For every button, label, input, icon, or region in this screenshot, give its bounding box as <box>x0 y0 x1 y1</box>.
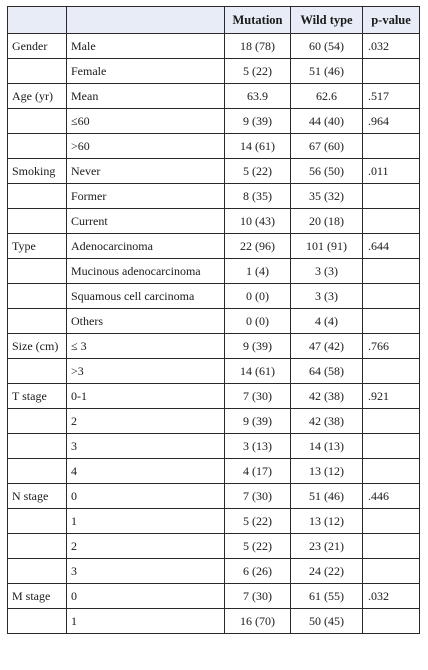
row-label <box>8 209 67 234</box>
row-category: ≤60 <box>67 109 225 134</box>
table-row <box>8 409 420 434</box>
row-label <box>8 59 67 84</box>
p-value-cell <box>363 284 420 309</box>
table-row <box>8 434 420 459</box>
row-category: 3 <box>67 559 225 584</box>
wild-type-cell: 42 (38) <box>291 384 363 409</box>
wild-type-cell: 60 (54) <box>291 34 363 59</box>
mutation-cell: 14 (61) <box>225 134 291 159</box>
wild-type-cell: 56 (50) <box>291 159 363 184</box>
mutation-cell: 9 (39) <box>225 109 291 134</box>
p-value-cell: .921 <box>363 384 420 409</box>
p-value-cell <box>363 609 420 634</box>
wild-type-cell: 14 (13) <box>291 434 363 459</box>
p-value-cell: .032 <box>363 584 420 609</box>
wild-type-cell: 50 (45) <box>291 609 363 634</box>
p-value-cell <box>363 134 420 159</box>
wild-type-cell: 62.6 <box>291 84 363 109</box>
row-label: Type <box>8 234 67 259</box>
wild-type-cell: 3 (3) <box>291 259 363 284</box>
row-label: Age (yr) <box>8 84 67 109</box>
table-row <box>8 309 420 334</box>
mutation-cell: 3 (13) <box>225 434 291 459</box>
mutation-cell: 7 (30) <box>225 584 291 609</box>
table-row <box>8 584 420 609</box>
table-container <box>7 6 420 634</box>
p-value-cell <box>363 359 420 384</box>
wild-type-cell: 35 (32) <box>291 184 363 209</box>
mutation-cell: 6 (26) <box>225 559 291 584</box>
row-category: 0 <box>67 484 225 509</box>
mutation-cell: 7 (30) <box>225 484 291 509</box>
p-value-cell: .032 <box>363 34 420 59</box>
row-category: 1 <box>67 509 225 534</box>
row-category: Adenocarcinoma <box>67 234 225 259</box>
row-label <box>8 534 67 559</box>
wild-type-cell: 51 (46) <box>291 59 363 84</box>
row-category: >3 <box>67 359 225 384</box>
row-label: Size (cm) <box>8 334 67 359</box>
p-value-cell: .964 <box>363 109 420 134</box>
row-category: Mean <box>67 84 225 109</box>
table-body <box>8 34 420 634</box>
row-label <box>8 609 67 634</box>
row-label <box>8 134 67 159</box>
mutation-cell: 1 (4) <box>225 259 291 284</box>
table-row <box>8 559 420 584</box>
row-category: 3 <box>67 434 225 459</box>
row-label: M stage <box>8 584 67 609</box>
row-label: T stage <box>8 384 67 409</box>
mutation-cell: 0 (0) <box>225 284 291 309</box>
row-category: 0 <box>67 584 225 609</box>
table-row <box>8 34 420 59</box>
p-value-cell <box>363 259 420 284</box>
mutation-cell: 10 (43) <box>225 209 291 234</box>
table-row <box>8 159 420 184</box>
mutation-cell: 16 (70) <box>225 609 291 634</box>
mutation-cell: 22 (96) <box>225 234 291 259</box>
wild-type-cell: 51 (46) <box>291 484 363 509</box>
row-label <box>8 359 67 384</box>
row-category: Current <box>67 209 225 234</box>
table-row <box>8 534 420 559</box>
mutation-cell: 4 (17) <box>225 459 291 484</box>
row-category: Mucinous adenocarcinoma <box>67 259 225 284</box>
p-value-cell: .446 <box>363 484 420 509</box>
wild-type-cell: 47 (42) <box>291 334 363 359</box>
header-mutation: Mutation <box>225 7 291 34</box>
table-row <box>8 609 420 634</box>
row-category: ≤ 3 <box>67 334 225 359</box>
wild-type-cell: 64 (58) <box>291 359 363 384</box>
wild-type-cell: 13 (12) <box>291 509 363 534</box>
p-value-cell <box>363 534 420 559</box>
row-category: 2 <box>67 534 225 559</box>
mutation-cell: 7 (30) <box>225 384 291 409</box>
row-label <box>8 284 67 309</box>
p-value-cell <box>363 409 420 434</box>
row-category: Never <box>67 159 225 184</box>
table-row <box>8 184 420 209</box>
p-value-cell: .517 <box>363 84 420 109</box>
row-category: Squamous cell carcinoma <box>67 284 225 309</box>
wild-type-cell: 3 (3) <box>291 284 363 309</box>
table-row <box>8 134 420 159</box>
p-value-cell <box>363 509 420 534</box>
wild-type-cell: 24 (22) <box>291 559 363 584</box>
mutation-cell: 5 (22) <box>225 509 291 534</box>
row-label <box>8 434 67 459</box>
mutation-cell: 9 (39) <box>225 334 291 359</box>
row-category: Former <box>67 184 225 209</box>
p-value-cell <box>363 59 420 84</box>
table-header <box>8 7 420 34</box>
wild-type-cell: 23 (21) <box>291 534 363 559</box>
mutation-cell: 8 (35) <box>225 184 291 209</box>
header-row <box>8 7 420 34</box>
row-category: Others <box>67 309 225 334</box>
row-category: 0-1 <box>67 384 225 409</box>
table-row <box>8 459 420 484</box>
mutation-cell: 63.9 <box>225 84 291 109</box>
wild-type-cell: 44 (40) <box>291 109 363 134</box>
p-value-cell <box>363 184 420 209</box>
row-label <box>8 409 67 434</box>
header-wild-type: Wild type <box>291 7 363 34</box>
mutation-cell: 18 (78) <box>225 34 291 59</box>
row-label <box>8 184 67 209</box>
row-label <box>8 509 67 534</box>
row-category: >60 <box>67 134 225 159</box>
p-value-cell: .644 <box>363 234 420 259</box>
header-variable <box>8 7 67 34</box>
header-p-value: p-value <box>363 7 420 34</box>
row-label <box>8 309 67 334</box>
wild-type-cell: 67 (60) <box>291 134 363 159</box>
table-row <box>8 509 420 534</box>
table-row <box>8 234 420 259</box>
row-category: Female <box>67 59 225 84</box>
wild-type-cell: 61 (55) <box>291 584 363 609</box>
row-label: Smoking <box>8 159 67 184</box>
table-row <box>8 59 420 84</box>
row-category: 2 <box>67 409 225 434</box>
table-row <box>8 359 420 384</box>
table-row <box>8 484 420 509</box>
p-value-cell: .011 <box>363 159 420 184</box>
p-value-cell <box>363 459 420 484</box>
mutation-cell: 5 (22) <box>225 159 291 184</box>
mutation-cell: 5 (22) <box>225 59 291 84</box>
table-row <box>8 284 420 309</box>
row-label <box>8 109 67 134</box>
row-label <box>8 559 67 584</box>
row-label <box>8 259 67 284</box>
mutation-cell: 0 (0) <box>225 309 291 334</box>
table-row <box>8 334 420 359</box>
p-value-cell <box>363 434 420 459</box>
header-category <box>67 7 225 34</box>
wild-type-cell: 42 (38) <box>291 409 363 434</box>
mutation-cell: 14 (61) <box>225 359 291 384</box>
data-table <box>7 6 420 634</box>
row-category: 4 <box>67 459 225 484</box>
p-value-cell <box>363 309 420 334</box>
wild-type-cell: 101 (91) <box>291 234 363 259</box>
mutation-cell: 9 (39) <box>225 409 291 434</box>
table-row <box>8 259 420 284</box>
row-label <box>8 459 67 484</box>
row-label: Gender <box>8 34 67 59</box>
row-label: N stage <box>8 484 67 509</box>
table-row <box>8 384 420 409</box>
mutation-cell: 5 (22) <box>225 534 291 559</box>
table-row <box>8 84 420 109</box>
wild-type-cell: 4 (4) <box>291 309 363 334</box>
table-row <box>8 209 420 234</box>
row-category: 1 <box>67 609 225 634</box>
p-value-cell: .766 <box>363 334 420 359</box>
p-value-cell <box>363 559 420 584</box>
wild-type-cell: 20 (18) <box>291 209 363 234</box>
row-category: Male <box>67 34 225 59</box>
table-row <box>8 109 420 134</box>
wild-type-cell: 13 (12) <box>291 459 363 484</box>
p-value-cell <box>363 209 420 234</box>
